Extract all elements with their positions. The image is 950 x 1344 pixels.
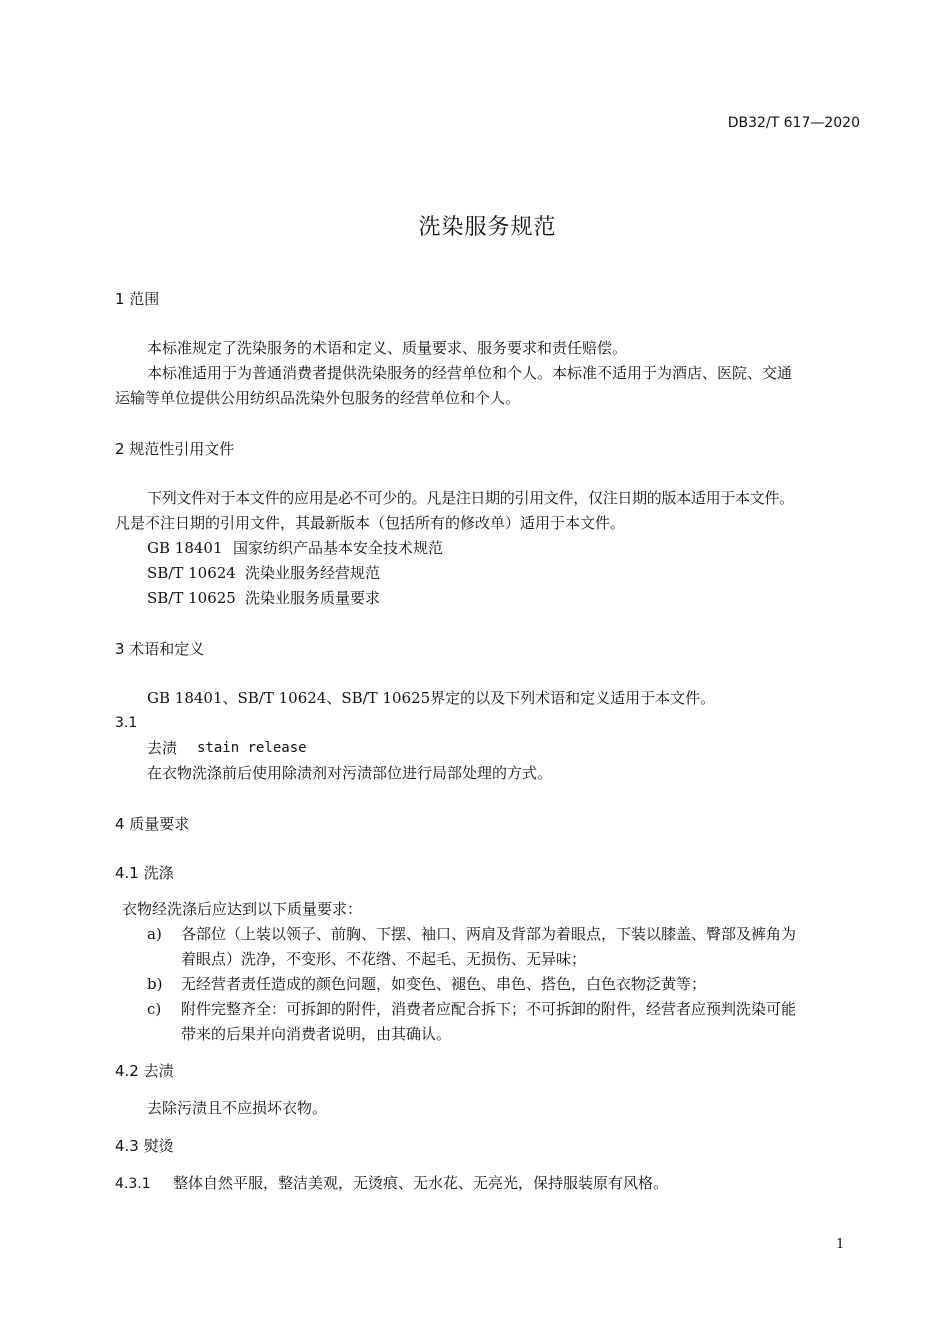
list-item-text: 带来的后果并向消费者说明，由其确认。 (181, 1025, 452, 1043)
reference-code: GB 18401 (147, 539, 223, 557)
section-1-paragraph-1: 本标准规定了洗染服务的术语和定义、质量要求、服务要求和责任赔偿。 (147, 339, 628, 357)
page-number: 1 (836, 1237, 845, 1252)
section-2-heading: 2 规范性引用文件 (115, 440, 235, 458)
term-number: 3.1 (115, 715, 138, 731)
section-4-heading: 4 质量要求 (115, 815, 190, 833)
reference-title: 洗染业服务经营规范 (245, 564, 381, 582)
section-1-heading: 1 范围 (115, 290, 160, 308)
list-item-text: 无经营者责任造成的颜色问题，如变色、褪色、串色、搭色，白色衣物泛黄等； (181, 975, 707, 993)
list-item-text: 各部位（上装以领子、前胸、下摆、袖口、两肩及背部为着眼点，下装以膝盖、臀部及裤角为 (181, 925, 797, 943)
section-4-1-intro: 衣物经洗涤后应达到以下质量要求： (122, 900, 363, 918)
clause-4-3-1-number: 4.3.1 (115, 1176, 151, 1192)
section-4-3-heading: 4.3 熨烫 (115, 1137, 174, 1155)
term-chinese: 去渍 (147, 739, 178, 757)
page-title: 洗染服务规范 (418, 215, 557, 240)
reference-title: 洗染业服务质量要求 (245, 589, 381, 607)
reference-code: SB/T 10625 (147, 589, 236, 607)
term-english: stain release (197, 740, 307, 756)
section-2-paragraph-line-2: 凡是不注日期的引用文件，其最新版本（包括所有的修改单）适用于本文件。 (115, 514, 626, 532)
section-1-paragraph-2-line-2: 运输等单位提供公用纺织品洗染外包服务的经营单位和个人。 (115, 389, 521, 407)
section-4-2-heading: 4.2 去渍 (115, 1062, 174, 1080)
list-item-marker: c) (147, 1000, 162, 1018)
reference-title: 国家纺织产品基本安全技术规范 (233, 539, 444, 557)
clause-4-3-1-text: 整体自然平服，整洁美观，无烫痕、无水花、无亮光，保持服装原有风格。 (173, 1174, 669, 1192)
section-3-intro: GB 18401、SB/T 10624、SB/T 10625界定的以及下列术语和定义适用于本文件。 (147, 689, 716, 707)
list-item-marker: b) (147, 975, 163, 993)
section-4-1-heading: 4.1 洗涤 (115, 864, 174, 882)
list-item-text: 附件完整齐全：可拆卸的附件，消费者应配合拆下；不可拆卸的附件，经营者应预判洗染可能 (181, 1000, 797, 1018)
section-1-paragraph-2-line-1: 本标准适用于为普通消费者提供洗染服务的经营单位和个人。本标准不适用于为酒店、医院、交通 (147, 364, 793, 382)
list-item-marker: a) (147, 925, 162, 943)
section-4-2-text: 去除污渍且不应损坏衣物。 (147, 1099, 328, 1117)
term-definition: 在衣物洗涤前后使用除渍剂对污渍部位进行局部处理的方式。 (147, 764, 553, 782)
list-item-text: 着眼点）洗净，不变形、不花绺、不起毛、无损伤、无异味； (181, 950, 587, 968)
reference-code: SB/T 10624 (147, 564, 236, 582)
section-2-paragraph-line-1: 下列文件对于本文件的应用是必不可少的。凡是注日期的引用文件，仅注日期的版本适用于本文件。 (147, 489, 794, 507)
section-3-heading: 3 术语和定义 (115, 640, 205, 658)
document-number: DB32/T 617—2020 (727, 115, 860, 131)
